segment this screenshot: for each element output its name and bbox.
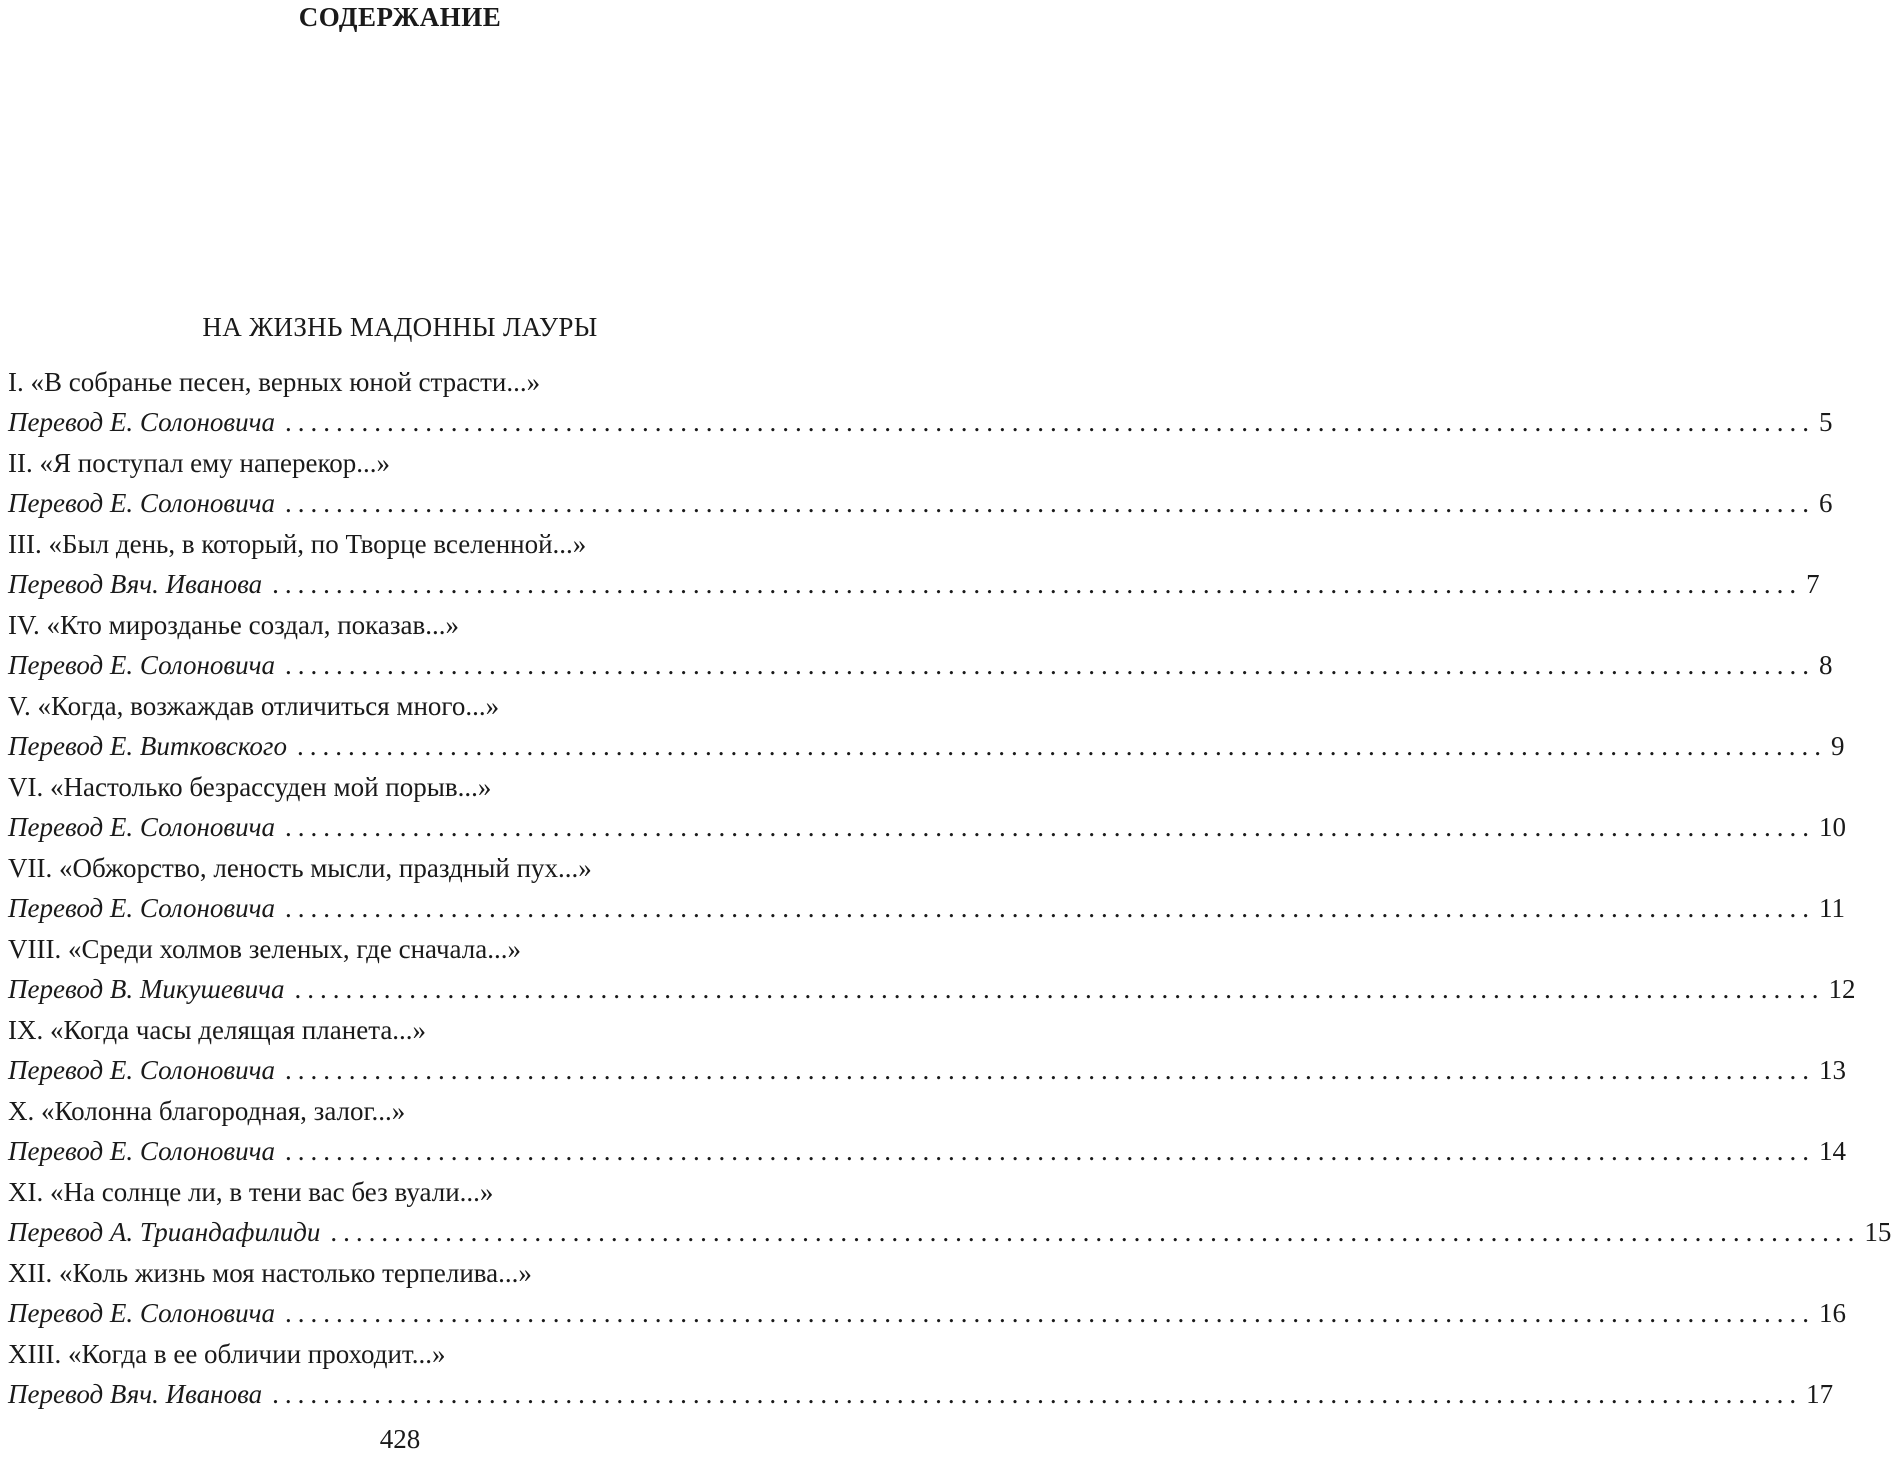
poem-title: IV. «Кто мирозданье создал, показав...» (8, 610, 459, 640)
translator-line (8, 1212, 1891, 1252)
translator-name: Перевод А. Триандафилиди (8, 1217, 321, 1247)
translator-line (8, 402, 1833, 442)
translator-name: Перевод Е. Солоновича (8, 488, 275, 518)
page-reference: 6 (1819, 488, 1833, 518)
section-title: НА ЖИЗНЬ МАДОННЫ ЛАУРЫ (202, 312, 598, 342)
translator-name: Перевод Е. Солоновича (8, 812, 275, 842)
dot-leader: ........................................................................................................................ (285, 488, 1815, 518)
translator-name: Перевод В. Микушевича (8, 974, 285, 1004)
toc-entry (8, 767, 1846, 848)
translator-name: Перевод Е. Солоновича (8, 407, 275, 437)
poem-title: VII. «Обжорство, леность мысли, праздный пух...» (8, 853, 592, 883)
page-reference: 15 (1864, 1217, 1891, 1247)
page-number: 428 (379, 1424, 421, 1454)
translator-line (8, 645, 1833, 685)
poem-title: III. «Был день, в который, по Творце вселенной...» (8, 529, 587, 559)
translator-name: Перевод Вяч. Иванова (8, 1379, 263, 1409)
dot-leader: ........................................................................................................................ (296, 731, 1827, 761)
translator-line (8, 564, 1820, 604)
translator-line (8, 726, 1845, 766)
toc-entry (8, 848, 1845, 929)
toc-entry (8, 686, 1845, 767)
page-reference: 13 (1819, 1055, 1846, 1085)
translator-name: Перевод Е. Солоновича (8, 1055, 275, 1085)
page-reference: 8 (1819, 650, 1833, 680)
dot-leader: ........................................................................................................................ (285, 893, 1815, 923)
page-reference: 17 (1806, 1379, 1834, 1409)
dot-leader: ........................................................................................................................ (272, 569, 1803, 599)
toc-entry (8, 1010, 1846, 1091)
page-reference: 12 (1828, 974, 1856, 1004)
dot-leader: ........................................................................................................................ (285, 1136, 1815, 1166)
page-reference: 16 (1819, 1298, 1846, 1328)
translator-line (8, 483, 1833, 523)
poem-title: II. «Я поступал ему наперекор...» (8, 448, 390, 478)
toc-entry (8, 1253, 1846, 1334)
page-reference: 14 (1819, 1136, 1846, 1166)
poem-title: IX. «Когда часы делящая планета...» (8, 1015, 427, 1045)
poem-title: I. «В собранье песен, верных юной страсти...» (8, 367, 541, 397)
page-reference: 5 (1819, 407, 1833, 437)
dot-leader: ........................................................................................................................ (285, 407, 1815, 437)
poem-title: XIII. «Когда в ее обличии проходит...» (8, 1339, 446, 1369)
poem-title: V. «Когда, возжаждав отличиться много...» (8, 691, 500, 721)
toc-entry (8, 605, 1833, 686)
dot-leader: ........................................................................................................................ (285, 1055, 1815, 1085)
poem-title: XI. «На солнце ли, в тени вас без вуали...» (8, 1177, 494, 1207)
page-title: СОДЕРЖАНИЕ (298, 2, 502, 32)
toc-entry (8, 1172, 1891, 1253)
translator-line (8, 969, 1856, 1009)
page-reference: 7 (1806, 569, 1820, 599)
dot-leader: ........................................................................................................................ (272, 1379, 1803, 1409)
translator-name: Перевод Е. Солоновича (8, 893, 275, 923)
dot-leader: ........................................................................................................................ (294, 974, 1825, 1004)
page-reference: 11 (1819, 893, 1845, 923)
poem-title: XII. «Коль жизнь моя настолько терпелива...» (8, 1258, 532, 1288)
translator-name: Перевод Вяч. Иванова (8, 569, 263, 599)
table-of-contents (8, 362, 1891, 1415)
dot-leader: ........................................................................................................................ (285, 1298, 1815, 1328)
translator-line (8, 888, 1845, 928)
translator-line (8, 1293, 1846, 1333)
page-reference: 10 (1819, 812, 1846, 842)
poem-title: VI. «Настолько безрассуден мой порыв...» (8, 772, 492, 802)
toc-entry (8, 929, 1856, 1010)
translator-name: Перевод Е. Витковского (8, 731, 287, 761)
page-reference: 9 (1830, 731, 1845, 761)
translator-name: Перевод Е. Солоновича (8, 1136, 275, 1166)
dot-leader: ........................................................................................................................ (330, 1217, 1861, 1247)
dot-leader: ........................................................................................................................ (285, 812, 1815, 842)
toc-entry (8, 1091, 1846, 1172)
translator-line (8, 807, 1846, 847)
translator-name: Перевод Е. Солоновича (8, 1298, 275, 1328)
poem-title: X. «Колонна благородная, залог...» (8, 1096, 406, 1126)
translator-line (8, 1050, 1846, 1090)
translator-line (8, 1131, 1846, 1171)
toc-entry (8, 1334, 1834, 1415)
toc-entry (8, 443, 1833, 524)
dot-leader: ........................................................................................................................ (285, 650, 1815, 680)
translator-line (8, 1374, 1834, 1414)
toc-entry (8, 362, 1833, 443)
poem-title: VIII. «Среди холмов зеленых, где сначала...» (8, 934, 521, 964)
toc-entry (8, 524, 1820, 605)
translator-name: Перевод Е. Солоновича (8, 650, 275, 680)
